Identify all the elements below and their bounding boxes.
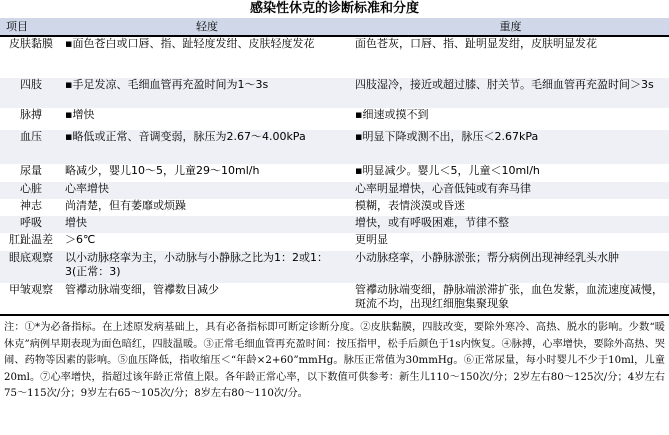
diagnosis-table	[0, 18, 669, 316]
table-row	[0, 182, 669, 199]
row-severe: ▪细速或摸不到	[355, 108, 429, 121]
row-severe: 心率明显增快，心音低钝或有奔马律	[352, 182, 669, 199]
table-row	[0, 36, 669, 78]
row-mild: 尚清楚，但有萎靡或烦躁	[65, 199, 186, 212]
row-mild: ▪增快	[65, 108, 95, 121]
row-item: 神志	[20, 199, 42, 212]
row-item: 眼底观察	[0, 251, 62, 283]
table-row	[0, 283, 669, 315]
header-severe: 重度	[352, 18, 669, 36]
row-severe: ▪明显减少。婴儿＜5，儿童＜10ml/h	[355, 164, 540, 177]
row-mild: ▪略低或正常、音调变弱，脉压为2.67～4.00kPa	[62, 130, 352, 164]
row-mild: 心率增快	[62, 182, 352, 199]
row-mild: 以小动脉痉挛为主，小动脉与小静脉之比为1：2或1：3(正常：3)	[62, 251, 352, 283]
table-row	[0, 130, 669, 164]
row-item: 甲皱观察	[0, 283, 62, 315]
row-mild: 管襻动脉端变细，管襻数目减少	[62, 283, 352, 315]
row-item: 脉搏	[20, 108, 42, 121]
row-mild: 增快	[62, 216, 352, 233]
table-row	[0, 233, 669, 251]
table-header-row	[0, 18, 669, 36]
row-severe: ▪明显下降或测不出，脉压＜2.67kPa	[352, 130, 669, 164]
row-item: 心脏	[0, 182, 62, 199]
row-item: 皮肤黏膜	[0, 36, 62, 78]
row-item: 尿量	[20, 164, 42, 177]
row-item: 四肢	[0, 78, 62, 108]
table-row	[0, 251, 669, 283]
row-severe: 小动脉痉挛，小静脉淤张；帮分病例出现神经乳头水肿	[352, 251, 669, 283]
row-severe: 增快，或有呼吸困难，节律不整	[352, 216, 669, 233]
table-row	[0, 78, 669, 108]
row-severe: 更明显	[355, 233, 388, 246]
table-row	[0, 164, 669, 182]
row-mild: ＞6℃	[65, 233, 96, 246]
row-item: 血压	[0, 130, 62, 164]
row-mild: ▪手足发凉、毛细血管再充盈时间为1～3s	[62, 78, 352, 108]
header-item: 项目	[0, 18, 62, 36]
row-mild: ▪面色苍白或口唇、指、趾轻度发绀、皮肤轻度发花	[62, 36, 352, 78]
row-severe: 模糊，表情淡漠或昏迷	[355, 199, 465, 212]
row-severe: 四肢湿冷，接近或超过膝、肘关节。毛细血管再充盈时间＞3s	[352, 78, 669, 108]
row-item: 呼吸	[0, 216, 62, 233]
row-severe: 面色苍灰，口唇、指、趾明显发绀，皮肤明显发花	[352, 36, 669, 78]
footnote: 注：①*为必备指标。在上述原发病基础上，具有必备指标即可断定诊断分度。②皮肤黏膜，四肢改变，要除外寒冷、高热、脱水的影响。少数“暖休克”病例早期表现为面色暗红，四肢温暖。③正常毛细血管再充盈时间：按压指甲，松手后颜色于1s内恢复。④脉搏，心率增快，要除外高热、哭闹、药物等因素的影响。⑤血压降低，指收缩压＜“年龄×2+60”mmHg。脉压正常值为30mmHg。⑥正常尿量，每小时婴儿不少于10ml，儿童20ml。⑦心率增快，指超过该年龄正常值上限。各年龄正常心率，以下数值可供参考：新生儿110～150次/分；2岁左右80～125次/分；4岁左右75～115次/分；9岁左右65～105次/分；8岁左右80～110次/分。	[4, 322, 665, 399]
table-row	[0, 216, 669, 233]
row-mild: 略减少，婴儿10～5，儿童29～10ml/h	[65, 164, 260, 177]
page-title: 感染性休克的诊断标准和分度	[249, 1, 419, 16]
row-severe: 管襻动脉端变细，静脉端淤滞扩张，血色发紫，血流速度减慢，斑流不均，出现红细胞集聚现象	[352, 283, 669, 315]
table-row	[0, 108, 669, 130]
table-row	[0, 199, 669, 216]
row-item: 肛趾温差	[9, 233, 53, 246]
header-mild: 轻度	[62, 18, 352, 36]
